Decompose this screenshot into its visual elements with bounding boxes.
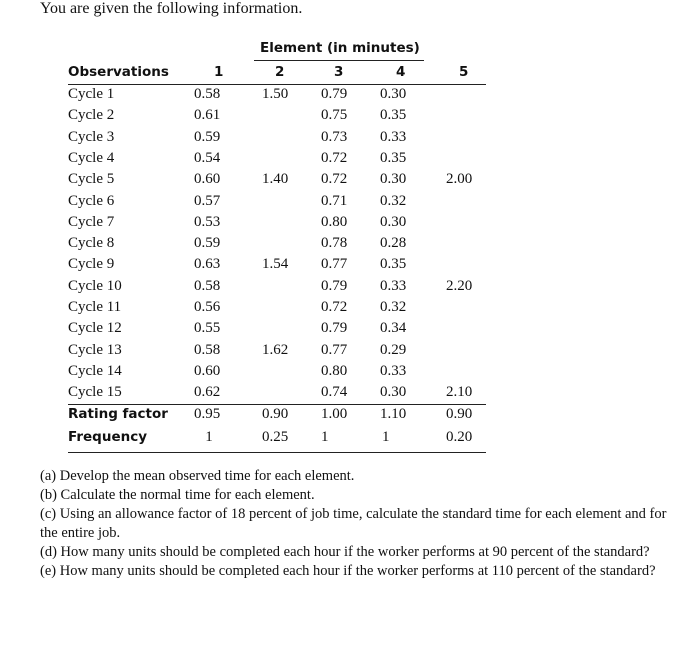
frequency-e4: 1	[382, 429, 390, 445]
table-row	[68, 107, 488, 127]
cycle-e1-value: 0.59	[194, 235, 221, 252]
cycle-e3-value: 0.79	[321, 86, 348, 102]
frequency-e5: 0.20	[446, 429, 473, 445]
cycle-e1-value: 0.61	[194, 107, 221, 124]
cycle-label: Cycle 5	[68, 171, 115, 188]
cycle-e4-value: 0.30	[380, 213, 407, 230]
questions-list	[40, 467, 680, 581]
cycle-label: Cycle 2	[68, 107, 115, 124]
element-5-header: 5	[459, 64, 469, 80]
cycle-label: Cycle 14	[68, 362, 122, 379]
question-a: (a) Develop the mean observed time for each element.	[40, 468, 355, 484]
cycle-e1-value: 0.60	[194, 362, 221, 379]
cycle-e3-value: 0.77	[321, 256, 348, 273]
cycle-e1-value: 0.56	[194, 299, 221, 315]
cycle-e1-value: 0.59	[194, 128, 221, 145]
cycle-e3-value: 0.78	[321, 235, 348, 252]
table-row	[68, 235, 488, 255]
table-row	[68, 171, 488, 191]
cycle-e1-value: 0.54	[194, 149, 221, 166]
cycle-e4-value: 0.35	[380, 149, 407, 166]
cycle-e1-value: 0.58	[194, 277, 221, 294]
cycle-e2-value: 1.50	[262, 86, 289, 102]
cycle-e4-value: 0.29	[380, 341, 407, 358]
cycle-e5-value: 2.20	[446, 277, 473, 294]
header-rule	[68, 84, 486, 85]
frequency-row	[68, 429, 488, 449]
question-b: (b) Calculate the normal time for each element.	[40, 487, 315, 503]
cycle-e1-value: 0.62	[194, 384, 221, 401]
cycle-e4-value: 0.32	[380, 299, 407, 315]
frequency-e2: 0.25	[262, 429, 289, 445]
cycle-e2-value: 1.54	[262, 256, 289, 273]
cycle-e1-value: 0.53	[194, 213, 221, 230]
rating-factor-label: Rating factor	[68, 406, 168, 422]
rating-factor-e5: 0.90	[446, 406, 473, 422]
cycle-e4-value: 0.33	[380, 128, 407, 145]
cycle-e3-value: 0.72	[321, 149, 348, 166]
cycle-label: Cycle 11	[68, 299, 122, 315]
cycle-e5-value: 2.10	[446, 384, 473, 401]
cycle-e4-value: 0.30	[380, 86, 407, 102]
cycle-e2-value: 1.40	[262, 171, 289, 188]
cycle-e4-value: 0.35	[380, 107, 407, 124]
cycle-label: Cycle 6	[68, 192, 115, 209]
cycle-label: Cycle 13	[68, 341, 122, 358]
rating-factor-e1: 0.95	[194, 406, 221, 422]
table-row	[68, 86, 488, 106]
intro-text: You are given the following information.	[40, 0, 303, 17]
cycle-e4-value: 0.33	[380, 277, 407, 294]
table-row	[68, 299, 488, 319]
frequency-e3: 1	[321, 429, 329, 445]
rating-factor-e2: 0.90	[262, 406, 289, 422]
cycle-e3-value: 0.72	[321, 299, 348, 315]
cycle-e5-value: 2.00	[446, 171, 473, 188]
cycle-e3-value: 0.77	[321, 341, 348, 358]
element-1-header: 1	[214, 64, 224, 80]
cycle-label: Cycle 3	[68, 128, 115, 145]
rating-factor-row	[68, 406, 488, 426]
table-row	[68, 320, 488, 340]
cycle-e3-value: 0.75	[321, 107, 348, 124]
cycle-e4-value: 0.28	[380, 235, 407, 252]
cycle-e4-value: 0.30	[380, 171, 407, 188]
cycle-e4-value: 0.35	[380, 256, 407, 273]
cycle-e3-value: 0.79	[321, 277, 348, 294]
cycle-label: Cycle 10	[68, 277, 122, 294]
cycle-e3-value: 0.79	[321, 320, 348, 337]
observations-header: Observations	[68, 64, 169, 80]
table-row	[68, 363, 488, 383]
cycle-e3-value: 0.74	[321, 384, 348, 401]
cycle-label: Cycle 15	[68, 384, 122, 401]
table-bottom-rule	[68, 452, 486, 453]
element-2-header: 2	[275, 64, 285, 80]
cycle-label: Cycle 9	[68, 256, 115, 273]
column-header-row	[68, 64, 488, 84]
cycle-label: Cycle 12	[68, 320, 122, 337]
rating-factor-e3: 1.00	[321, 406, 348, 422]
cycle-e4-value: 0.33	[380, 362, 407, 379]
table-row	[68, 278, 488, 298]
element-group-header: Element (in minutes)	[260, 40, 420, 56]
table-row	[68, 214, 488, 234]
table-row	[68, 150, 488, 170]
table-row	[68, 129, 488, 149]
cycle-e2-value: 1.62	[262, 341, 289, 358]
data-bottom-rule	[68, 404, 486, 405]
cycle-e1-value: 0.63	[194, 256, 221, 273]
cycle-e3-value: 0.80	[321, 362, 348, 379]
rating-factor-e4: 1.10	[380, 406, 407, 422]
cycle-e1-value: 0.57	[194, 192, 221, 209]
cycle-label: Cycle 4	[68, 149, 115, 166]
table-row	[68, 342, 488, 362]
cycle-label: Cycle 8	[68, 235, 115, 252]
question-d: (d) How many units should be completed each hour if the worker performs at 90 percent of the standard?	[40, 544, 650, 560]
cycle-e4-value: 0.34	[380, 320, 407, 337]
frequency-e1: 1	[205, 429, 213, 445]
cycle-e3-value: 0.72	[321, 171, 348, 188]
element-3-header: 3	[334, 64, 344, 80]
cycle-e3-value: 0.71	[321, 192, 348, 209]
cycle-e4-value: 0.30	[380, 384, 407, 401]
group-header-rule	[254, 60, 424, 61]
cycle-e1-value: 0.58	[194, 341, 221, 358]
table-row	[68, 256, 488, 276]
table-row	[68, 384, 488, 404]
cycle-e4-value: 0.32	[380, 192, 407, 209]
cycle-label: Cycle 7	[68, 213, 115, 230]
cycle-label: Cycle 1	[68, 86, 115, 102]
element-4-header: 4	[396, 64, 406, 80]
table-group-header-row	[68, 40, 488, 60]
frequency-label: Frequency	[68, 429, 148, 445]
cycle-e1-value: 0.55	[194, 320, 221, 337]
cycle-e1-value: 0.58	[194, 86, 221, 102]
question-c: (c) Using an allowance factor of 18 percent of job time, calculate the standard time for each element and for the entire job.	[40, 506, 667, 541]
cycle-e1-value: 0.60	[194, 171, 221, 188]
cycle-e3-value: 0.80	[321, 213, 348, 230]
cycle-e3-value: 0.73	[321, 128, 348, 145]
question-e: (e) How many units should be completed each hour if the worker performs at 110 percent of the standard?	[40, 563, 656, 579]
table-row	[68, 193, 488, 213]
